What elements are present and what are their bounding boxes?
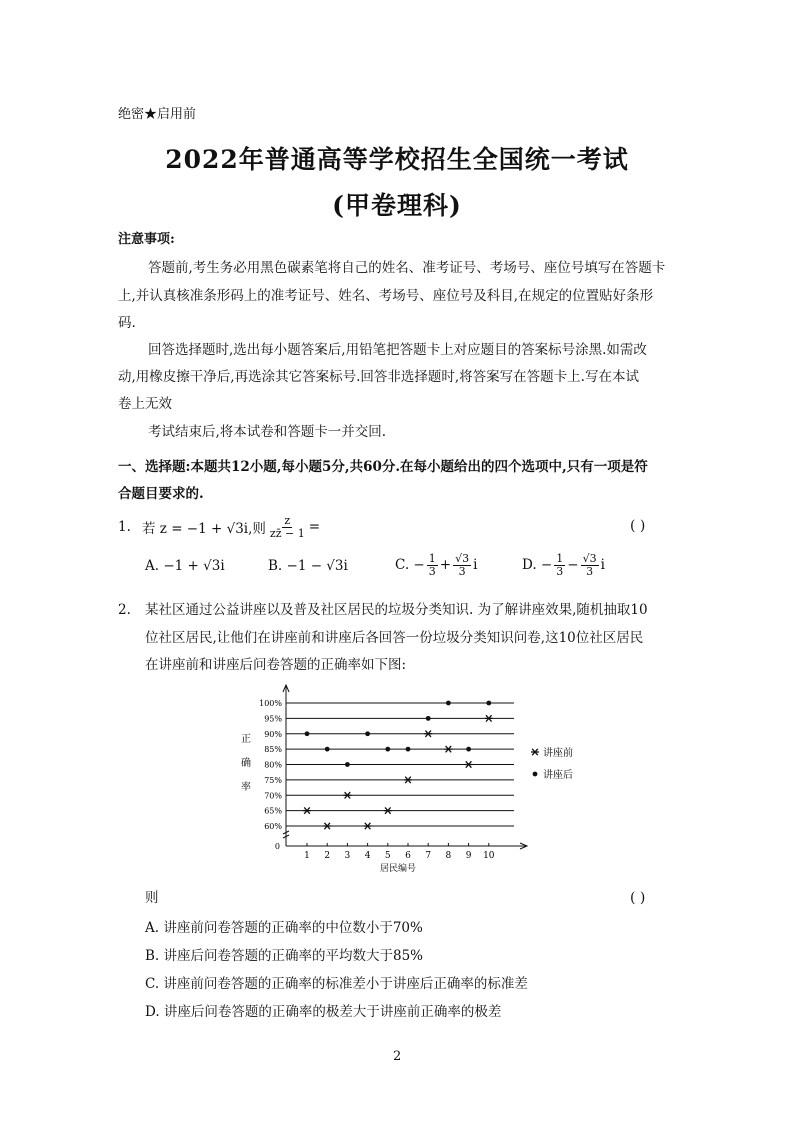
x-tick-label: 2	[324, 851, 331, 861]
q2-line1: 某社区通过公益讲座以及普及社区居民的垃圾分类知识. 为了解讲座效果,随机抽取10	[145, 602, 648, 618]
before-marker	[343, 792, 351, 798]
q1-optc-f1-num: 1	[428, 551, 436, 565]
q1-option-d	[522, 548, 605, 582]
after-marker	[426, 716, 431, 721]
before-marker	[303, 807, 311, 813]
q1-optc-mid: +	[439, 557, 452, 573]
q1-answer-paren: ( )	[630, 518, 646, 534]
q1-fraction	[268, 515, 307, 540]
before-marker	[323, 823, 331, 829]
q1-stem-suffix: =	[308, 519, 321, 535]
before-marker	[384, 807, 392, 813]
y-tick-label: 90%	[264, 729, 282, 739]
section1-line2: 合题目要求的.	[118, 486, 204, 502]
x-tick-label: 6	[405, 851, 411, 861]
y-tick-label: 65%	[264, 806, 282, 816]
q1-optd-frac2	[581, 553, 599, 578]
q1-optd-label: D. −	[522, 557, 553, 573]
x-tick-label: 10	[483, 851, 495, 861]
q2-option-a: A. 讲座前问卷答题的正确率的中位数小于70%	[145, 920, 423, 936]
q2-number: 2.	[118, 602, 131, 618]
q1-optc-label: C. −	[395, 557, 425, 573]
after-marker	[486, 701, 491, 706]
q2-chart	[228, 682, 608, 874]
section1-line1: 一、选择题:本题共12小题,每小题5分,共60分.在每小题给出的四个选项中,只有一项是符	[118, 459, 648, 475]
after-marker	[305, 731, 310, 736]
y-axis-label-char: 确	[241, 758, 251, 769]
after-marker	[345, 762, 350, 767]
notes-p2-line3: 卷上无效	[118, 396, 172, 412]
x-tick-label: 7	[425, 851, 432, 861]
q1-optd-f1-num: 1	[556, 551, 564, 565]
exam-subtitle: (甲卷理科)	[332, 191, 462, 220]
after-marker	[446, 701, 451, 706]
y-axis-label-char: 正	[241, 734, 251, 745]
q1-optd-f1-den: 3	[556, 564, 564, 578]
exam-title: 2022年普通高等学校招生全国统一考试	[165, 145, 629, 174]
y-axis-label-char: 率	[241, 782, 251, 793]
q2-option-d: D. 讲座后问卷答题的正确率的极差大于讲座前正确率的极差	[145, 1004, 502, 1020]
q2-line2: 位社区居民,让他们在讲座前和讲座后各回答一份垃圾分类知识问卷,这10位社区居民	[145, 630, 644, 646]
q1-option-a: A. −1 + √3i	[145, 558, 225, 574]
q1-optd-mid: −	[567, 557, 579, 573]
before-marker	[424, 731, 432, 737]
notes-p2-line1: 回答选择题时,选出每小题答案后,用铅笔把答题卡上对应题目的答案标号涂黑.如需改	[148, 342, 647, 358]
q1-optc-frac1	[427, 553, 438, 578]
before-marker	[404, 777, 412, 783]
notes-p1-line3: 码.	[118, 315, 136, 331]
q1-optd-f2-num: √3	[582, 551, 597, 565]
page-number: 2	[393, 1049, 402, 1064]
notes-p2-line2: 动,用橡皮擦干净后,再选涂其它答案标号.回答非选择题时,将答案写在答题卡上.写在本试	[118, 369, 639, 385]
y-tick-label: 95%	[264, 714, 282, 724]
after-marker	[385, 747, 390, 752]
after-marker	[406, 747, 411, 752]
y-tick-label: 70%	[264, 791, 282, 801]
legend-after-label: 讲座后	[543, 770, 573, 781]
before-marker	[465, 761, 473, 767]
q1-optd-frac1	[554, 553, 565, 578]
q1-option-c	[395, 548, 477, 582]
x-tick-label: 4	[364, 851, 371, 861]
q1-optc-end: i	[473, 557, 478, 573]
y-tick-label: 100%	[259, 699, 282, 708]
notes-p3: 考试结束后,将本试卷和答题卡一并交回.	[148, 424, 387, 440]
y-tick-label: 0	[274, 842, 280, 851]
notes-heading: 注意事项:	[118, 232, 175, 247]
x-tick-label: 3	[344, 851, 351, 861]
q2-line3: 在讲座前和讲座后问卷答题的正确率如下图:	[145, 657, 407, 673]
x-tick-label: 5	[384, 851, 391, 861]
q1-optd-end: i	[600, 557, 605, 573]
q1-optd-f2-den: 3	[586, 564, 594, 578]
confidential-label: 绝密★启用前	[118, 107, 197, 122]
q1-optc-f1-den: 3	[428, 564, 436, 578]
q2-option-b: B. 讲座后问卷答题的正确率的平均数大于85%	[145, 948, 424, 964]
q1-number: 1.	[118, 519, 131, 535]
after-marker	[365, 731, 370, 736]
y-tick-label: 60%	[264, 822, 282, 831]
x-tick-label: 1	[304, 851, 310, 861]
q1-optc-f2-den: 3	[458, 564, 466, 578]
legend-after-marker	[533, 772, 538, 777]
legend-before-marker	[531, 749, 539, 755]
legend-before-label: 讲座前	[543, 748, 573, 759]
y-tick-label: 85%	[264, 745, 282, 755]
notes-p1-line2: 上,并认真核准条形码上的准考证号、姓名、考场号、座位号及科目,在规定的位置贴好条形	[118, 288, 654, 304]
after-marker	[325, 747, 330, 752]
q2-answer-paren: ( )	[630, 890, 646, 906]
q1-optc-f2-num: √3	[455, 551, 470, 565]
notes-p1-line1: 答题前,考生务必用黑色碳素笔将自己的姓名、准考证号、考场号、座位号填写在答题卡	[148, 260, 666, 276]
y-tick-label: 75%	[264, 775, 282, 785]
before-marker	[444, 746, 452, 752]
q1-option-b: B. −1 − √3i	[268, 558, 348, 574]
q2-option-c: C. 讲座前问卷答题的正确率的标准差小于讲座后正确率的标准差	[145, 976, 528, 992]
y-tick-label: 80%	[264, 760, 282, 770]
before-marker	[364, 823, 372, 829]
q2-then: 则	[145, 890, 159, 906]
q1-frac-num: z	[284, 513, 291, 527]
x-axis-label: 居民编号	[379, 864, 417, 874]
q1-stem	[118, 512, 320, 542]
before-marker	[485, 715, 493, 721]
q1-optc-frac2	[453, 553, 471, 578]
x-tick-label: 8	[445, 851, 452, 861]
q1-frac-den: zz̄ − 1	[269, 526, 305, 540]
x-tick-label: 9	[465, 851, 472, 861]
q1-stem-prefix: 若 z = −1 + √3i,则	[142, 521, 266, 537]
after-marker	[466, 747, 471, 752]
